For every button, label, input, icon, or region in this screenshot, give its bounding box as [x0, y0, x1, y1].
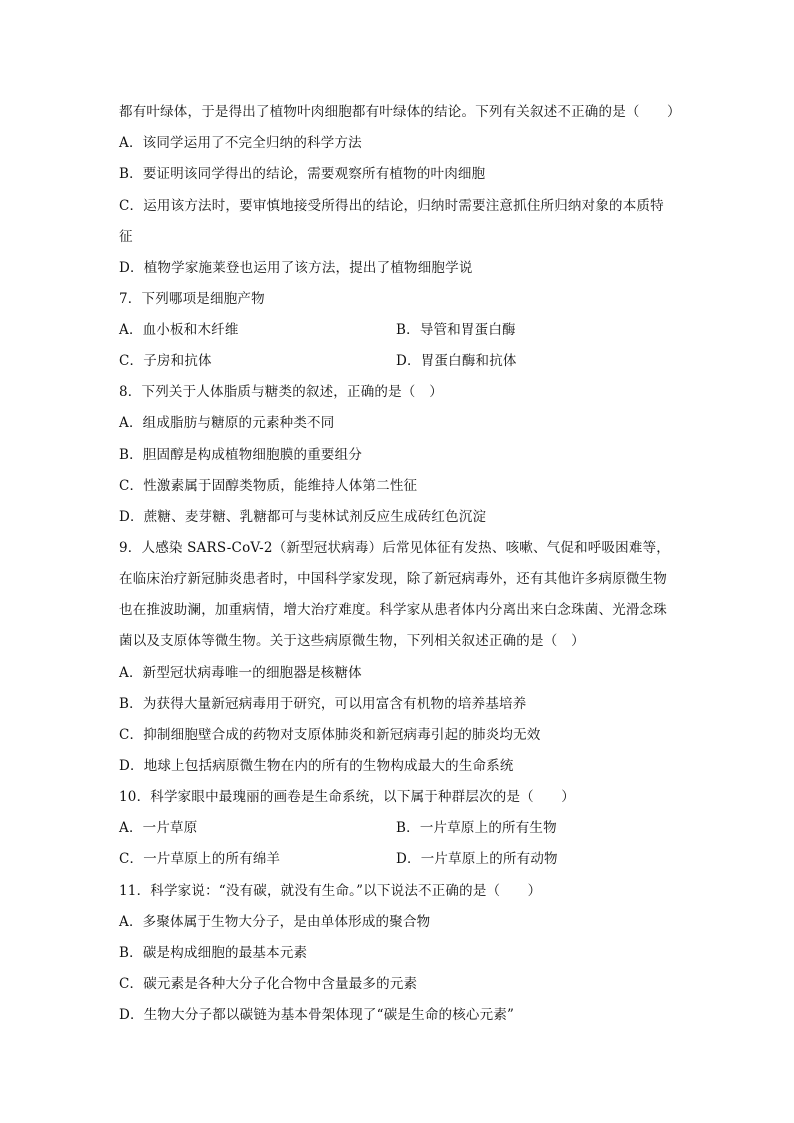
q9-option-c: C．抑制细胞壁合成的药物对支原体肺炎和新冠病毒引起的肺炎均无效	[119, 727, 541, 743]
q10-option-b: B．一片草原上的所有生物	[396, 820, 557, 836]
q9-option-b: B．为获得大量新冠病毒用于研究，可以用富含有机物的培养基培养	[119, 696, 527, 712]
q9-option-d: D．地球上包括病原微生物在内的所有的生物构成最大的生命系统	[119, 758, 514, 774]
q7-option-b: B．导管和胃蛋白酶	[396, 322, 516, 338]
q9-stem-line2: 在临床治疗新冠肺炎患者时，中国科学家发现，除了新冠病毒外，还有其他许多病原微生物	[119, 571, 667, 587]
q6-option-b: B．要证明该同学得出的结论，需要观察所有植物的叶肉细胞	[119, 166, 486, 182]
q6-option-c-line2: 征	[119, 229, 133, 245]
q9-stem-line3: 也在推波助澜，加重病情，增大治疗难度。科学家从患者体内分离出来白念珠菌、光滑念珠	[119, 602, 667, 618]
q9-option-a: A．新型冠状病毒唯一的细胞器是核糖体	[119, 665, 362, 681]
q11-option-d: D．生物大分子都以碳链为基本骨架体现了“碳是生命的核心元素”	[119, 1007, 515, 1023]
q7-option-d: D．胃蛋白酶和抗体	[396, 353, 517, 369]
q10-option-d: D．一片草原上的所有动物	[396, 851, 558, 867]
q11-option-c: C．碳元素是各种大分子化合物中含量最多的元素	[119, 976, 418, 992]
q6-stem-continuation: 都有叶绿体，于是得出了植物叶肉细胞都有叶绿体的结论。下列有关叙述不正确的是（ ）	[119, 104, 681, 120]
q7-option-a: A．血小板和木纤维	[119, 322, 239, 338]
q8-option-c: C．性激素属于固醇类物质，能维持人体第二性征	[119, 478, 418, 494]
q10-option-a: A．一片草原	[119, 820, 198, 836]
q9-stem-line4: 菌以及支原体等微生物。关于这些病原微生物，下列相关叙述正确的是（ ）	[119, 633, 585, 649]
q8-option-d: D．蔗糖、麦芽糖、乳糖都可与斐林试剂反应生成砖红色沉淀	[119, 509, 487, 525]
q11-stem: 11．科学家说：“没有碳，就没有生命。”以下说法不正确的是（ ）	[119, 883, 542, 899]
q7-stem: 7．下列哪项是细胞产物	[119, 291, 265, 307]
q10-option-c: C．一片草原上的所有绵羊	[119, 851, 281, 867]
q8-option-b: B．胆固醇是构成植物细胞膜的重要组分	[119, 447, 363, 463]
q8-stem: 8．下列关于人体脂质与糖类的叙述，正确的是（ ）	[119, 384, 443, 400]
q11-option-a: A．多聚体属于生物大分子，是由单体形成的聚合物	[119, 914, 431, 930]
q6-option-a: A．该同学运用了不完全归纳的科学方法	[119, 135, 362, 151]
q11-option-b: B．碳是构成细胞的最基本元素	[119, 945, 308, 961]
q7-option-c: C．子房和抗体	[119, 353, 212, 369]
q10-stem: 10．科学家眼中最瑰丽的画卷是生命系统，以下属于种群层次的是（ ）	[119, 789, 575, 805]
q6-option-d: D．植物学家施莱登也运用了该方法，提出了植物细胞学说	[119, 260, 473, 276]
q6-option-c-line1: C．运用该方法时，要审慎地接受所得出的结论，归纳时需要注意抓住所归纳对象的本质特	[119, 198, 664, 214]
q9-stem-line1: 9．人感染 SARS-CoV-2（新型冠状病毒）后常见体征有发热、咳嗽、气促和呼吸困难等，	[119, 540, 670, 556]
q8-option-a: A．组成脂肪与糖原的元素种类不同	[119, 415, 335, 431]
